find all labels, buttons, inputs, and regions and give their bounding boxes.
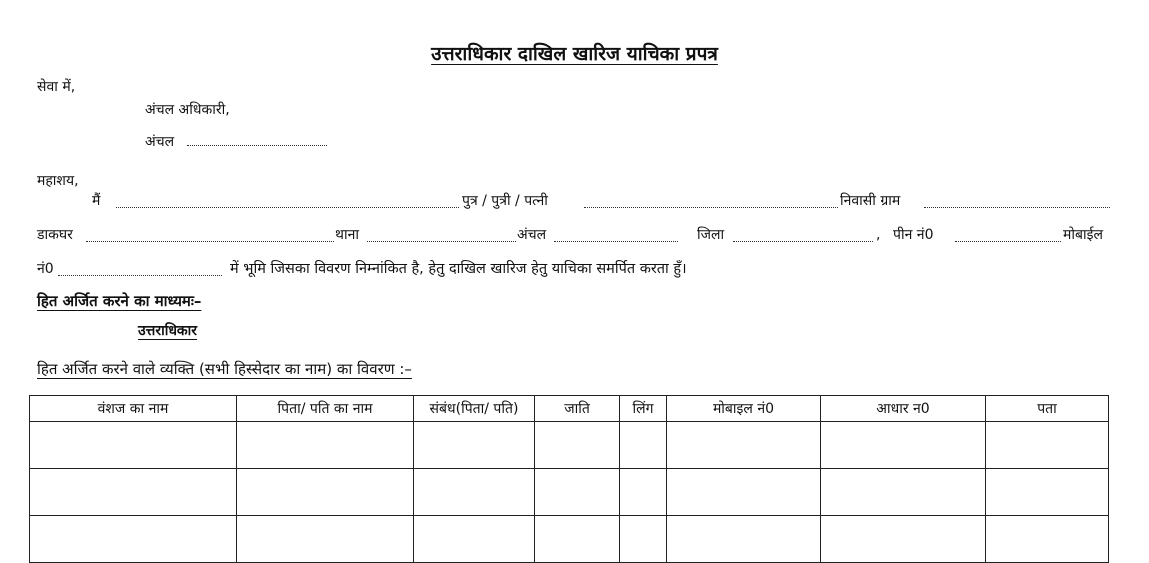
circle-blank[interactable]	[187, 131, 327, 146]
circle-blank-2[interactable]	[554, 227, 678, 242]
table-cell[interactable]	[620, 516, 667, 563]
officer-line: अंचल अधिकारी,	[145, 102, 230, 118]
mobile-number-blank[interactable]	[58, 261, 222, 276]
table-header-row	[30, 396, 1109, 422]
post-office-label: डाकघर	[37, 227, 73, 243]
addressee-line: सेवा में,	[37, 79, 76, 95]
relation-name-blank[interactable]	[584, 193, 838, 208]
table-row	[30, 422, 1109, 469]
table-cell[interactable]	[821, 422, 986, 469]
table-cell[interactable]	[535, 469, 620, 516]
table-cell[interactable]	[237, 422, 414, 469]
district-blank[interactable]	[733, 227, 873, 242]
table-cell[interactable]	[986, 469, 1109, 516]
mode-heading: हित अर्जित करने का माध्यमः–	[37, 292, 202, 310]
table-cell[interactable]	[667, 469, 821, 516]
applicant-label: मैं	[92, 193, 101, 209]
persons-heading: हित अर्जित करने वाले व्यक्ति (सभी हिस्सेदार का नाम) का विवरण :–	[37, 360, 412, 378]
form-title-text: उत्तराधिकार दाखिल खारिज याचिका प्रपत्र	[431, 43, 718, 65]
col-relation: संबंध(पिता/ पति)	[414, 396, 535, 422]
col-mobile: मोबाइल नं0	[667, 396, 821, 422]
col-descendant-name: वंशज का नाम	[30, 396, 237, 422]
table-cell[interactable]	[237, 469, 414, 516]
police-station-blank[interactable]	[367, 227, 516, 242]
pin-label: पीन नं0	[893, 227, 934, 243]
circle-label: अंचल	[145, 134, 175, 150]
salutation: महाशय,	[37, 173, 79, 189]
table-row	[30, 516, 1109, 563]
mobile-number-label: नं0	[37, 261, 54, 277]
table-row	[30, 469, 1109, 516]
table-cell[interactable]	[30, 469, 237, 516]
col-father-husband-name: पिता/ पति का नाम	[237, 396, 414, 422]
table-cell[interactable]	[620, 422, 667, 469]
col-aadhaar: आधार न0	[821, 396, 986, 422]
table-cell[interactable]	[414, 422, 535, 469]
petition-statement: में भूमि जिसका विवरण निम्नांकित है, हेतु दाखिल खारिज हेतु याचिका समर्पित करता हुँ।	[230, 261, 687, 277]
col-caste: जाति	[535, 396, 620, 422]
table-cell[interactable]	[620, 469, 667, 516]
circle-label-2: अंचल	[517, 227, 547, 243]
table-cell[interactable]	[30, 516, 237, 563]
mobile-label: मोबाईल	[1063, 227, 1103, 243]
heirs-table	[29, 395, 1109, 563]
post-office-blank[interactable]	[86, 227, 334, 242]
table-cell[interactable]	[535, 422, 620, 469]
table-cell[interactable]	[30, 422, 237, 469]
table-cell[interactable]	[667, 422, 821, 469]
table-cell[interactable]	[986, 516, 1109, 563]
form-title	[0, 44, 1149, 64]
table-cell[interactable]	[237, 516, 414, 563]
table-cell[interactable]	[667, 516, 821, 563]
applicant-name-blank[interactable]	[116, 193, 459, 208]
district-label: जिला	[697, 227, 725, 243]
col-address: पता	[986, 396, 1109, 422]
table-cell[interactable]	[535, 516, 620, 563]
pin-blank[interactable]	[955, 227, 1061, 242]
table-cell[interactable]	[821, 469, 986, 516]
comma-sep: ,	[876, 227, 881, 243]
table-cell[interactable]	[414, 516, 535, 563]
mode-value: उत्तराधिकार	[138, 323, 198, 339]
table-cell[interactable]	[986, 422, 1109, 469]
resident-village-label: निवासी ग्राम	[840, 193, 901, 209]
circle-line	[145, 131, 327, 152]
col-gender: लिंग	[620, 396, 667, 422]
village-blank[interactable]	[924, 193, 1110, 208]
police-station-label: थाना	[335, 227, 359, 243]
relation-label: पुत्र / पुत्री / पत्नी	[462, 193, 548, 209]
table-cell[interactable]	[821, 516, 986, 563]
table-cell[interactable]	[414, 469, 535, 516]
